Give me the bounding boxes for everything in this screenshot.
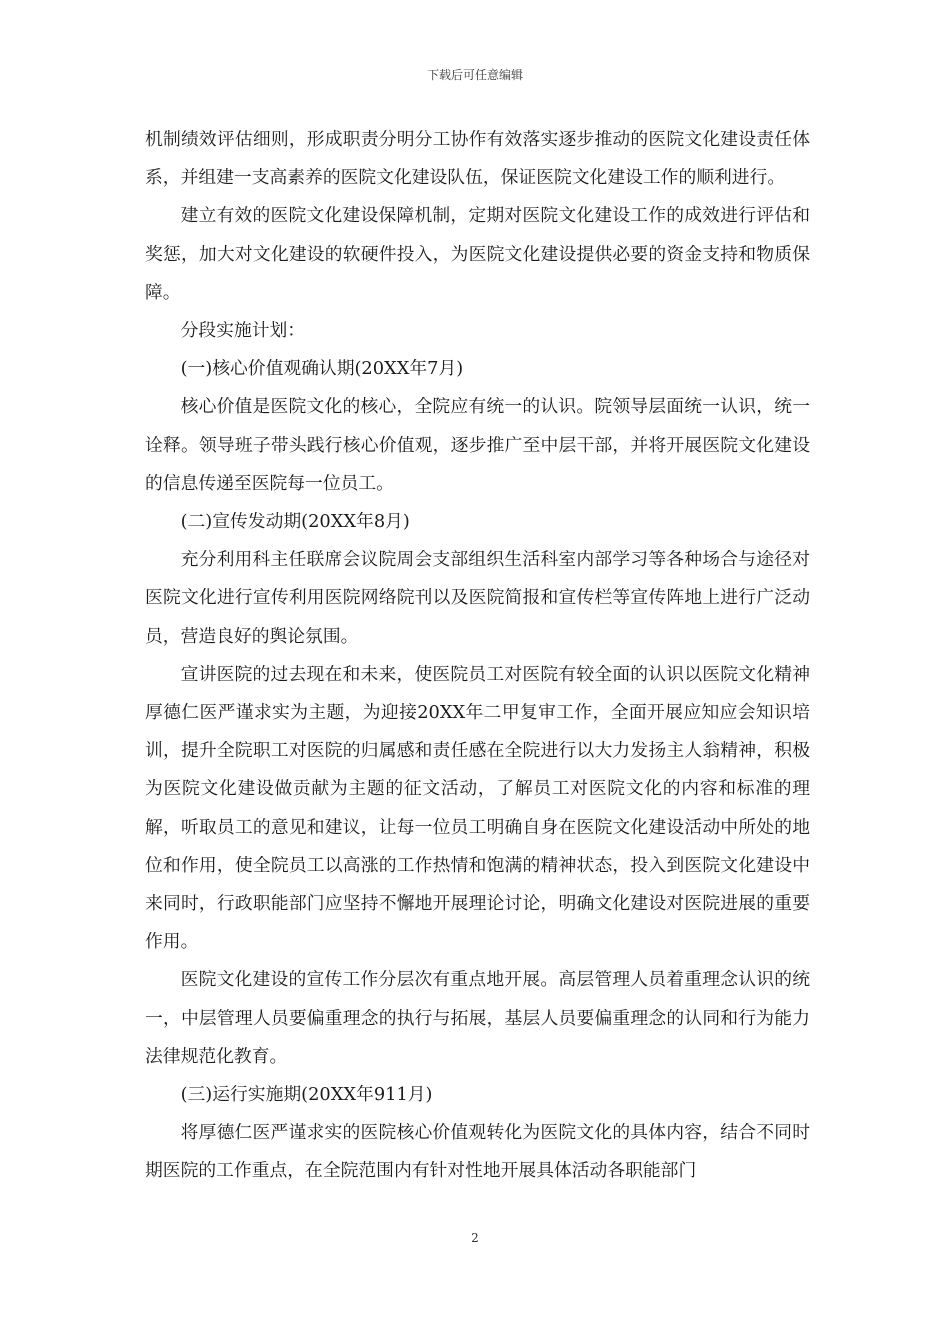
page-number: 2: [471, 1231, 479, 1245]
section-heading-1: (一)核心价值观确认期(20XX年7月): [180, 358, 464, 380]
section-heading-2: (二)宣传发动期(20XX年8月): [180, 511, 410, 533]
page-header: 下载后可任意编辑: [426, 68, 523, 82]
paragraph-implementation: 将厚德仁医严谨求实的医院核心价值观转化为医院文化的具体内容，结合不同时期医院的工作重点，在全院范围内有针对性地开展具体活动各职能部门: [145, 1122, 810, 1182]
paragraph-plan-heading: 分段实施计划：: [180, 320, 306, 342]
paragraph-guarantee: 建立有效的医院文化建设保障机制，定期对医院文化建设工作的成效进行评估和奖惩，加大对文化建设的软硬件投入，为医院文化建设提供必要的资金支持和物质保障。: [145, 205, 810, 303]
paragraph-core-value: 核心价值是医院文化的核心，全院应有统一的认识。院领导层面统一认识，统一诠释。领导班子带头践行核心价值观，逐步推广至中层干部，并将开展医院文化建设的信息传递至医院每一位员工。: [145, 396, 810, 494]
document-body: [145, 121, 810, 1191]
paragraph-publicity: 充分利用科主任联席会议院周会支部组织生活科室内部学习等各种场合与途径对医院文化进行宣传利用医院网络院刊以及医院简报和宣传栏等宣传阵地上进行广泛动员，营造良好的舆论氛围。: [145, 549, 810, 647]
paragraph-layered: 医院文化建设的宣传工作分层次有重点地开展。高层管理人员着重理念认识的统一，中层管理人员要偏重理念的执行与拓展，基层人员要偏重理念的认同和行为能力法律规范化教育。: [145, 969, 810, 1067]
paragraph-lecture: 宣讲医院的过去现在和未来，使医院员工对医院有较全面的认识以医院文化精神厚德仁医严谨求实为主题，为迎接20XX年二甲复审工作，全面开展应知应会知识培训，提升全院职工对医院的归属感和责任感在全院进行以大力发扬主人翁精神，积极为医院文化建设做贡献为主题的征文活动，了解员工对医院文化的内容和标准的理解，听取员工的意见和建议，让每一位员工明确自身在医院文化建设活动中所处的地位和作用，使全院员工以高涨的工作热情和饱满的精神状态，投入到医院文化建设中来同时，行政职能部门应坚持不懈地开展理论讨论，明确文化建设对医院进展的重要作用。: [145, 663, 810, 953]
section-heading-3: (三)运行实施期(20XX年911月): [180, 1084, 433, 1106]
paragraph-continued: 机制绩效评估细则，形成职责分明分工协作有效落实逐步推动的医院文化建设责任体系，并组建一支高素养的医院文化建设队伍，保证医院文化建设工作的顺利进行。: [145, 129, 810, 189]
